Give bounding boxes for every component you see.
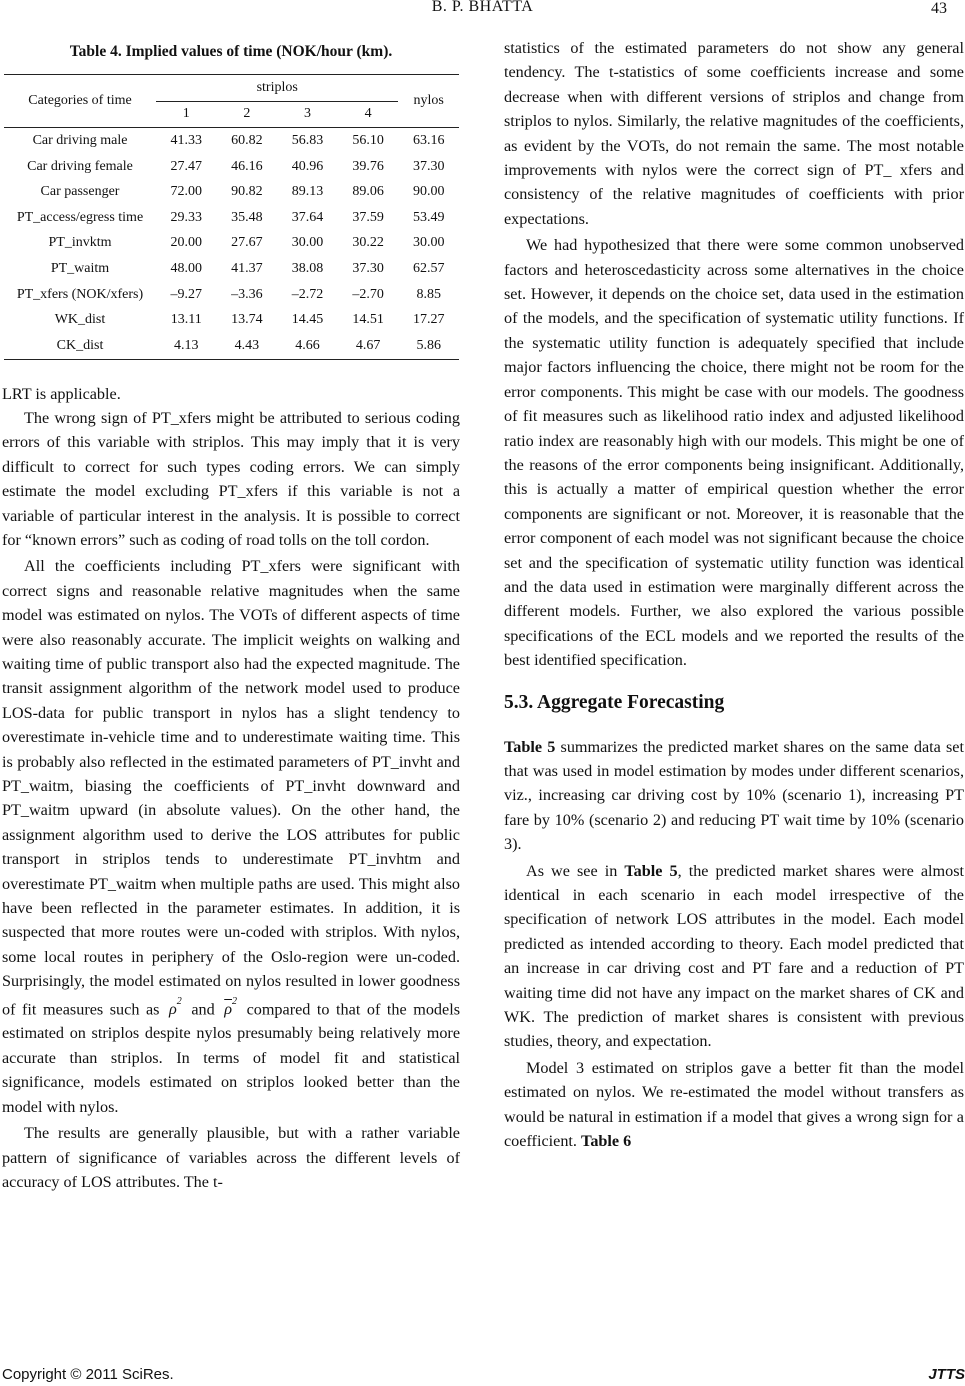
value-cell: 4.43 bbox=[217, 333, 278, 359]
paragraph: Table 5 summarizes the predicted market shares on the same data set that was used in model estimation by modes under different scenarios, viz., increasing car driving cost by 10% (scenario 1), increasing PT fare by 10% (scenario 2) and reducing PT wait time by 10% (scenario 3). bbox=[504, 737, 964, 854]
column-header: 3 bbox=[277, 101, 338, 128]
footer-copyright: Copyright © 2011 SciRes. bbox=[2, 1366, 174, 1383]
value-cell: 41.33 bbox=[170, 132, 203, 148]
value-cell: 89.06 bbox=[352, 184, 384, 200]
table-reference: Table 6 bbox=[581, 1132, 632, 1151]
value-cell: 30.22 bbox=[352, 235, 384, 251]
category-cell: CK_dist bbox=[4, 333, 156, 359]
value-cell: 39.76 bbox=[352, 158, 384, 174]
column-header: 4 bbox=[338, 101, 399, 128]
category-cell: PT_xfers (NOK/xfers) bbox=[16, 286, 144, 302]
category-cell: PT_access/egress time bbox=[16, 209, 144, 225]
value-cell: 63.16 bbox=[412, 132, 445, 148]
value-cell: 60.82 bbox=[231, 132, 263, 148]
table-row bbox=[4, 154, 459, 180]
page-number: 43 bbox=[931, 0, 947, 17]
paragraph: The wrong sign of PT_xfers might be attributed to serious coding errors of this variable with striplos. This may imply that it is very difficult to correct for such types coding errors. We can simply estimate the model excluding PT_xfers if this variable is not a variable of particular interest in the analysis. It is possible to correct for “known errors” such as coding of road tolls on the toll cordon. bbox=[2, 408, 460, 549]
paragraph-text: All the coefficients including PT_xfers were significant with correct signs and reasonable relative magnitudes when the same model was estimated on nylos. The VOTs of different aspects of time were also reasonably accurate. The implicit weights on walking and waiting time of public transport also had the expected magnitude. The transit assignment algorithm of the network model used to produce LOS-data for public transport in nylos has a slight tendency to overestimate in-vehicle time and to underestimate waiting time. This is probably also reflected in the estimated parameters of PT_invht and PT_waitm, biasing the coefficients of PT_invht downward and PT_waitm upward (in absolute values). On the other hand, the assignment algorithm used to derive the LOS attributes for public transport in striplos tends to underestimate PT_invhtm and overestimate PT_waitm when multiple paths are used. This might also have been reflected in the parameter estimates. In addition, it is suspected that more routes were un-coded with striplos. With nylos, some local routes in periphery of the Oslo-region were un-coded. Surprisingly, the model estimated on nylos resulted in lower goodness of fit measures such as bbox=[2, 557, 460, 1019]
table-reference: Table 5 bbox=[624, 861, 678, 880]
value-cell: 37.59 bbox=[352, 209, 384, 225]
section-heading: 5.3. Aggregate Forecasting bbox=[504, 691, 725, 713]
value-cell: 38.08 bbox=[291, 260, 324, 276]
paragraph: statistics of the estimated parameters do not show any general tendency. The t-statistics of some coefficients increase and some decrease when with different versions of striplos and change from striplos to nylos. Similarly, the relative magnitudes of the coefficients, as evident by the VOTs, do not remain the same. The most notable improvements with nylos were the correct sign of PT_ xfers and consistency of the relative magnitudes of coefficients with prior expectations. bbox=[504, 39, 964, 228]
column-header: 1 bbox=[156, 101, 217, 128]
value-cell: –3.36 bbox=[231, 286, 263, 302]
footer-journal: JTTS bbox=[928, 1366, 965, 1383]
value-cell: 27.67 bbox=[231, 235, 263, 251]
value-cell: 37.64 bbox=[291, 209, 324, 225]
value-cell: 20.00 bbox=[170, 235, 203, 251]
category-cell: Car driving female bbox=[27, 158, 133, 174]
table-row bbox=[4, 205, 459, 231]
row-header: Categories of time bbox=[4, 75, 156, 128]
value-cell: 56.10 bbox=[352, 132, 384, 148]
value-cell: 14.45 bbox=[291, 312, 324, 328]
value-cell: 8.85 bbox=[416, 286, 441, 302]
value-cell: 29.33 bbox=[170, 209, 203, 225]
table-reference: Table 5 bbox=[504, 737, 556, 756]
category-cell: Car passenger bbox=[40, 184, 120, 200]
left-column bbox=[2, 36, 460, 1194]
value-cell: 62.57 bbox=[412, 260, 445, 276]
value-cell: 90.82 bbox=[231, 184, 263, 200]
value-cell: –2.72 bbox=[291, 286, 324, 302]
rho-bar-squared-symbol: $\overline{\rho}^2$ bbox=[224, 995, 238, 1019]
value-cell: 4.13 bbox=[156, 333, 217, 359]
value-cell: 13.11 bbox=[170, 312, 202, 328]
value-cell: 41.37 bbox=[231, 260, 263, 276]
paragraph: We had hypothesized that there were some common unobserved factors and heteroscedasticity across some alternatives in the choice set. However, it depends on the choice set, data used in the estimation of the models, and the specification of systematic utility functions. If the systematic utility function is adequately specified that include major factors influencing the choice, there might not be room for the error components. This might be case with our models. The goodness of fit measures such as likelihood ratio index and adjusted likelihood ratio index are reasonably high with our models. This might be one of the reasons of the error components being insignificant. Additionally, this is actually a matter of empirical question whether the error components are significant or not. Moreover, it is reasonable that the error component of each model was not significant because the choice set and the specification of systematic utility function was identical and the data used in estimation were marginally different across the different models. Further, we also explored the various possible specifications of the ECL models and we reported the results of the best identified specification. bbox=[504, 236, 964, 670]
value-cell: 56.83 bbox=[291, 132, 324, 148]
value-cell: 37.30 bbox=[412, 158, 445, 174]
value-cell: 17.27 bbox=[412, 312, 445, 328]
value-cell: 4.66 bbox=[277, 333, 338, 359]
table-row bbox=[4, 307, 459, 333]
table-row bbox=[4, 179, 459, 205]
value-cell: 5.86 bbox=[398, 333, 459, 359]
right-column bbox=[504, 36, 964, 1153]
category-cell: PT_invktm bbox=[48, 235, 112, 251]
paragraph: The results are generally plausible, but with a rather variable pattern of significance of variables across the different levels of accuracy of LOS attributes. The t- bbox=[2, 1124, 460, 1191]
value-cell: 4.67 bbox=[338, 333, 399, 359]
value-cell: 72.00 bbox=[170, 184, 203, 200]
category-cell: Car driving male bbox=[32, 132, 128, 148]
value-cell: 48.00 bbox=[170, 260, 203, 276]
value-cell: 14.51 bbox=[352, 312, 384, 328]
rho-squared-symbol: $\rho^2$ bbox=[168, 995, 182, 1019]
value-cell: 40.96 bbox=[291, 158, 324, 174]
paragraph-text: compared to that of the models estimated on striplos despite nylos presumably being relatively more accurate than striplos. In terms of model fit and statistical significance, models estimated on striplos looked better than the model with nylos. bbox=[2, 1000, 460, 1116]
paragraph: As we see in Table 5, the predicted market shares were almost identical in each scenario in each model irrespective of the specification of network LOS attributes in the model. Each model predicted as intended according to theory. Each model predicted that an increase in car driving cost and PT fare and a reduction of PT waiting time did not have any impact on the market shares of CK and WK. The prediction of market shares is consistent with previous studies, theory, and expectation. bbox=[504, 861, 965, 1051]
table-row bbox=[4, 231, 459, 257]
column-header: 2 bbox=[217, 101, 278, 128]
table-row bbox=[4, 282, 459, 308]
paragraph bbox=[2, 554, 460, 1119]
nylos-header: nylos bbox=[398, 75, 459, 128]
value-cell: –2.70 bbox=[352, 286, 384, 302]
running-title: B. P. BHATTA bbox=[431, 0, 534, 15]
table-caption: Table 4. Implied values of time (NOK/hour (km). bbox=[69, 43, 393, 60]
value-cell: 27.47 bbox=[170, 158, 203, 174]
value-cell: 53.49 bbox=[412, 209, 445, 225]
category-cell: PT_waitm bbox=[50, 260, 110, 276]
striplos-header: striplos bbox=[156, 75, 398, 102]
value-cell: 37.30 bbox=[352, 260, 384, 276]
value-cell: 30.00 bbox=[412, 235, 445, 251]
table-row bbox=[4, 333, 459, 359]
value-cell: –9.27 bbox=[170, 286, 203, 302]
category-cell: WK_dist bbox=[54, 312, 106, 328]
value-cell: 30.00 bbox=[291, 235, 324, 251]
value-cell: 35.48 bbox=[231, 209, 263, 225]
value-cell: 13.74 bbox=[231, 312, 263, 328]
implied-values-table bbox=[4, 74, 459, 360]
value-cell: 90.00 bbox=[412, 184, 445, 200]
paragraph: LRT is applicable. bbox=[2, 384, 121, 403]
paragraph: Model 3 estimated on striplos gave a better fit than the model estimated on nylos. We re-estimated the model without transfers as would be natural in estimation if a model that gives a wrong sign for a coefficient. Table 6 bbox=[504, 1058, 964, 1151]
value-cell: 46.16 bbox=[231, 158, 263, 174]
paragraph-text: and bbox=[191, 1000, 215, 1019]
table-row bbox=[4, 128, 459, 154]
table-row bbox=[4, 256, 459, 282]
table-body bbox=[4, 128, 459, 359]
value-cell: 89.13 bbox=[291, 184, 324, 200]
